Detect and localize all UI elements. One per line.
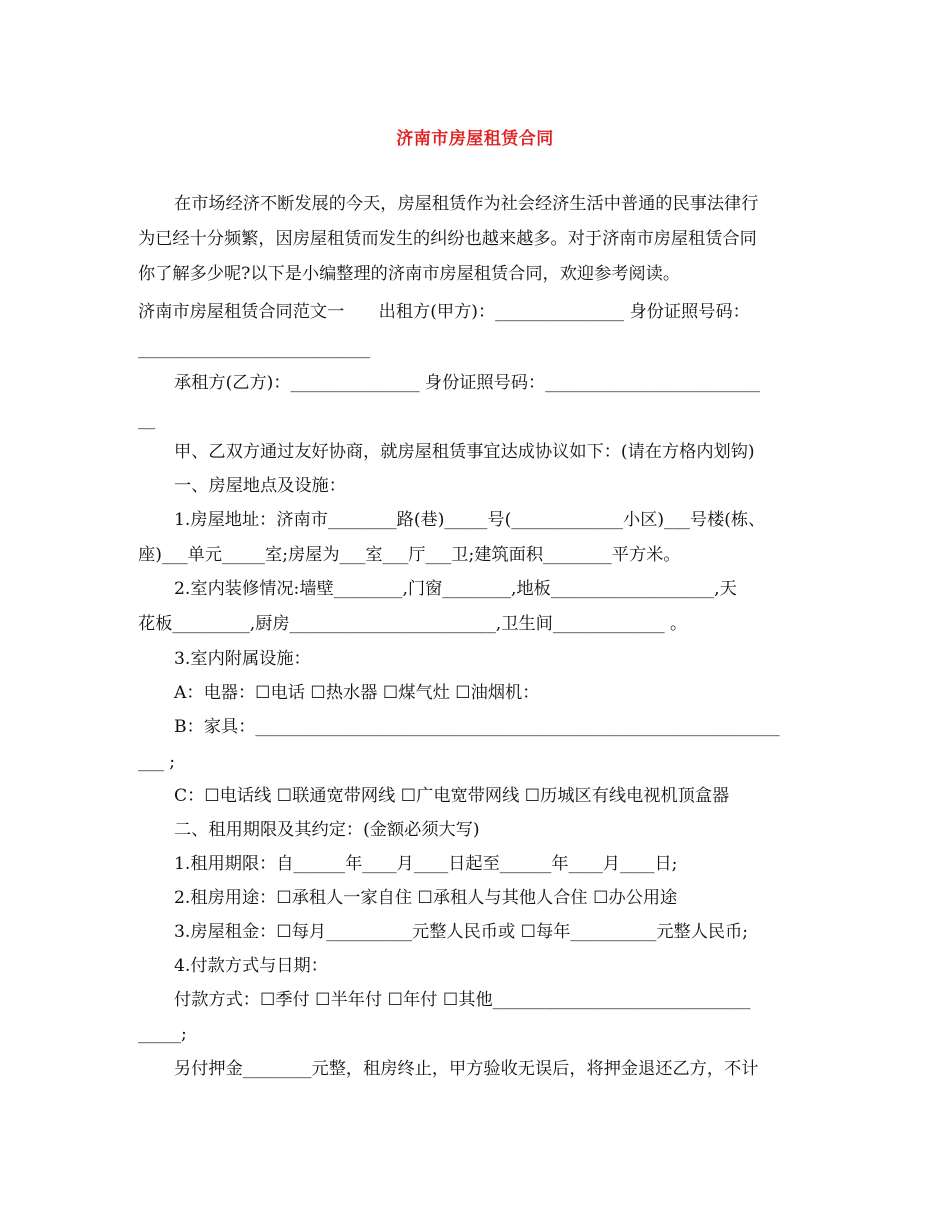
- decoration-line-2: 花板_________,厨房________________________,卫生间_____________ 。: [138, 614, 688, 634]
- lessor-line: 济南市房屋租赁合同范文一 出租方(甲方)：_______________ 身份证照号码：: [138, 302, 750, 322]
- address-line-2: 座)___单元_____室;房屋为___室___厅___卫;建筑面积________平方米。: [138, 545, 681, 565]
- lease-term-line: 1.租用期限：自______年____月____日起至______年____月____日;: [174, 854, 678, 874]
- rent-line: 3.房屋租金：☐每月__________元整人民币或 ☐每年__________元整人民币;: [174, 922, 749, 942]
- intro-line-2: 为已经十分频繁，因房屋租赁而发生的纠纷也越来越多。对于济南市房屋租赁合同: [138, 229, 757, 249]
- section-2-heading: 二、租用期限及其约定：(金额必须大写): [174, 820, 480, 840]
- lessee-id-blank: __: [138, 410, 156, 430]
- agreement-line: 甲、乙双方通过友好协商，就房屋租赁事宜达成协议如下：(请在方格内划钩): [174, 442, 755, 462]
- deposit-line: 另付押金________元整，租房终止，甲方验收无误后，将押金退还乙方，不计: [174, 1059, 759, 1079]
- address-line-1: 1.房屋地址：济南市________路(巷)_____号(_____________小区)___号楼(栋、: [174, 510, 766, 530]
- decoration-line-1: 2.室内装修情况:墙壁________,门窗________,地板___________________,天: [174, 579, 737, 599]
- network-line: C：☐电话线 ☐联通宽带网线 ☐广电宽带网线 ☐历城区有线电视机顶盒器: [174, 786, 730, 806]
- section-1-heading: 一、房屋地点及设施：: [174, 476, 346, 496]
- payment-heading: 4.付款方式与日期：: [174, 956, 328, 976]
- payment-method-line: 付款方式：☐季付 ☐半年付 ☐年付 ☐其他______________________________: [174, 990, 751, 1010]
- furniture-line: B：家具：_____________________________________________________________: [174, 717, 780, 737]
- lessor-id-blank: ___________________________: [138, 339, 371, 359]
- intro-line-3: 你了解多少呢?以下是小编整理的济南市房屋租赁合同，欢迎参考阅读。: [138, 264, 681, 284]
- facilities-heading: 3.室内附属设施：: [174, 649, 311, 669]
- appliances-line: A：电器：☐电话 ☐热水器 ☐煤气灶 ☐油烟机：: [174, 683, 540, 703]
- furniture-line-end: ___ ;: [138, 752, 176, 772]
- intro-line-1: 在市场经济不断发展的今天，房屋租赁作为社会经济生活中普通的民事法律行: [174, 194, 759, 214]
- lessee-line: 承租方(乙方)：_______________ 身份证照号码：_________________________: [174, 373, 761, 393]
- usage-line: 2.租房用途：☐承租人一家自住 ☐承租人与其他人合住 ☐办公用途: [174, 888, 678, 908]
- payment-method-end: _____;: [138, 1024, 187, 1044]
- document-title: 济南市房屋租赁合同: [396, 129, 554, 149]
